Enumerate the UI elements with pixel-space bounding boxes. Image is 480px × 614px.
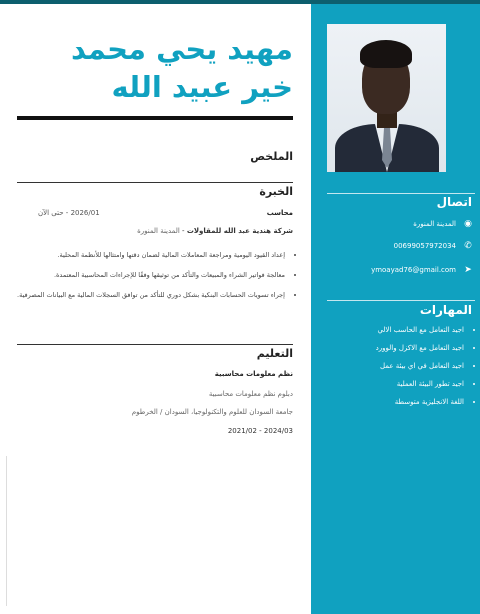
contact-divider [327, 193, 475, 194]
skills-list [306, 326, 474, 416]
contact-city-row [314, 219, 474, 229]
full-name: مهيد يحي محمد خير عبيد الله [70, 32, 293, 104]
job-bullet: • إجراء تسويات الحسابات البنكية بشكل دوري للتأكد من توافق السجلات المالية مع البيانات المصرفية. [9, 289, 285, 301]
phone-icon: ✆ [464, 241, 472, 251]
skill-item: • اجيد تطور البيئة العملية [306, 380, 464, 388]
sidebar [311, 4, 480, 614]
skills-divider [327, 300, 475, 301]
summary-title: الملخص [250, 150, 293, 163]
edu-dates: 2024/03 - 2021/02 [227, 427, 293, 435]
profile-photo [327, 24, 446, 172]
contact-email[interactable]: ymoayad76@gmail.com [371, 266, 456, 274]
experience-divider [17, 182, 293, 183]
experience-title: الخبرة [259, 185, 293, 198]
job-dates: 2026/01 - حتى الآن [38, 209, 100, 217]
edu-degree: نظم معلومات محاسبية [214, 370, 293, 378]
skill-item: • اللغة الانجليزية متوسطة [306, 398, 464, 406]
page-edge [0, 456, 7, 606]
education-title: التعليم [256, 347, 293, 360]
name-divider [17, 116, 293, 120]
send-icon: ➤ [464, 265, 472, 275]
job-bullet: • إعداد القيود اليومية ومراجعة المعاملات المالية لضمان دقتها وامتثالها للأنظمة المحلية. [9, 249, 285, 261]
job-company: شركة هندية عبد الله للمقاولات [186, 227, 293, 235]
job-role: محاسب [266, 209, 293, 217]
location-pin-icon: ◉ [464, 219, 472, 229]
education-divider [17, 344, 293, 345]
main-content [0, 4, 311, 614]
skill-item: • اجيد التعامل في اي بيئة عمل [306, 362, 464, 370]
skill-item: • اجيد التعامل مع الاكزل والوورد [306, 344, 464, 352]
job-bullets [9, 249, 293, 309]
job-location: المدينة المنورة [137, 227, 180, 235]
job-bullet: • معالجة فواتير الشراء والمبيعات والتأكد من توثيقها وفقًا للإجراءات المحاسبية المعتمدة. [9, 269, 285, 281]
contact-city: المدينة المنورة [413, 220, 456, 228]
skill-item: • اجيد التعامل مع الحاسب الالي [306, 326, 464, 334]
skills-title: المهارات [419, 303, 472, 317]
contact-phone-row[interactable] [314, 241, 474, 251]
contact-title: اتصال [436, 195, 472, 209]
job-company-row: شركة هندية عبد الله للمقاولات - المدينة المنورة [137, 227, 293, 235]
contact-email-row[interactable] [314, 265, 474, 275]
contact-phone[interactable]: 00699057972034 [393, 242, 456, 250]
edu-university: جامعة السودان للعلوم والتكنولوجيا، السودان / الخرطوم [131, 408, 293, 416]
edu-diploma: دبلوم نظم معلومات محاسبية [208, 390, 293, 398]
